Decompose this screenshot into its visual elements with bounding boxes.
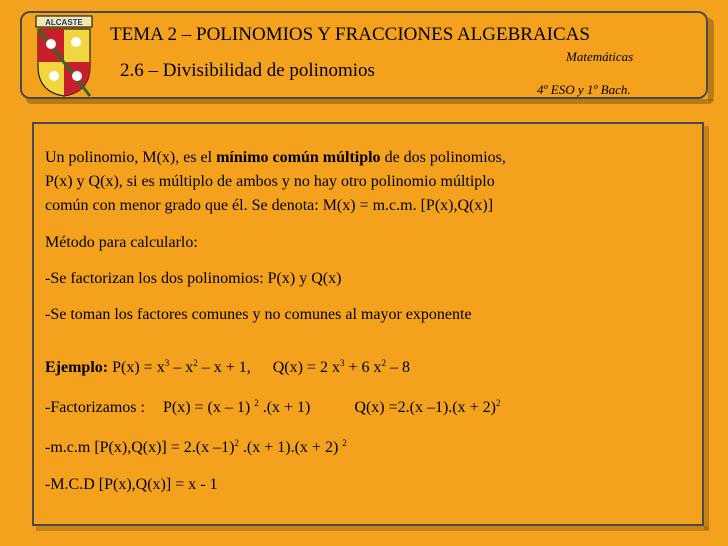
- course-label: 4º ESO y 1º Bach.: [537, 82, 631, 97]
- method-step-2: -Se toman los factores comunes y no comunes al mayor exponente: [45, 306, 472, 323]
- factor-p-end: .(x + 1): [258, 399, 311, 416]
- mcm-result: -m.c.m [P(x),Q(x)] = 2.(x –1): [45, 439, 235, 456]
- header-shadow: [26, 99, 714, 104]
- p-poly: P(x) = x: [108, 359, 165, 376]
- p-exp-1: 3: [164, 358, 170, 368]
- method-heading: Método para calcularlo:: [45, 234, 198, 251]
- q-exp-2: 2: [381, 358, 386, 368]
- page-title: TEMA 2 – POLINOMIOS Y FRACCIONES ALGEBRAICAS: [110, 24, 590, 45]
- content-shadow-bottom: [36, 526, 709, 531]
- mcm-exp-1: 2: [234, 438, 239, 448]
- content-shadow-side: [704, 126, 709, 530]
- definition-text-end: de dos polinomios,: [380, 149, 506, 166]
- mcm-exp-2: 2: [342, 438, 347, 448]
- mcm-line: [45, 438, 347, 457]
- subject-label: Matemáticas: [566, 49, 634, 64]
- definition-line-2: P(x) y Q(x), si es múltiplo de ambos y no hay otro polinomio múltiplo: [45, 173, 495, 190]
- p-poly-mid: – x: [169, 359, 194, 376]
- example-label: Ejemplo:: [45, 359, 109, 376]
- mcd-line: -M.C.D [P(x),Q(x)] = x - 1: [45, 476, 218, 493]
- header-shadow-side: [708, 18, 714, 102]
- q-poly: Q(x) = 2 x: [272, 359, 340, 376]
- p-exp-2: 2: [193, 358, 198, 368]
- factorization-label: -Factorizamos :: [45, 399, 145, 416]
- q-poly-mid: + 6 x: [344, 359, 382, 376]
- definition-text: Un polinomio, M(x), es el: [45, 149, 217, 166]
- method-step-1: -Se factorizan los dos polinomios: P(x) y Q(x): [45, 270, 342, 287]
- factor-q-exp: 2: [495, 398, 501, 408]
- definition-line-1: [45, 149, 506, 167]
- factor-p-exp: 2: [254, 398, 259, 408]
- factor-q: Q(x) =2.(x –1).(x + 2): [354, 399, 496, 416]
- logo-text: ALCASTE: [45, 18, 83, 27]
- section-subtitle: 2.6 – Divisibilidad de polinomios: [120, 60, 375, 81]
- example-line: [45, 358, 410, 377]
- q-poly-end: – 8: [385, 359, 410, 376]
- definition-term: mínimo común múltiplo: [216, 149, 381, 166]
- q-exp-1: 3: [339, 358, 345, 368]
- factorization-line: [45, 398, 500, 417]
- factor-p: P(x) = (x – 1): [162, 399, 255, 416]
- p-poly-end: – x + 1,: [197, 359, 251, 376]
- school-crest-icon: [34, 14, 94, 98]
- mcm-result-mid: .(x + 1).(x + 2): [238, 439, 343, 456]
- definition-line-3: común con menor grado que él. Se denota: M(x) = m.c.m. [P(x),Q(x)]: [45, 197, 494, 214]
